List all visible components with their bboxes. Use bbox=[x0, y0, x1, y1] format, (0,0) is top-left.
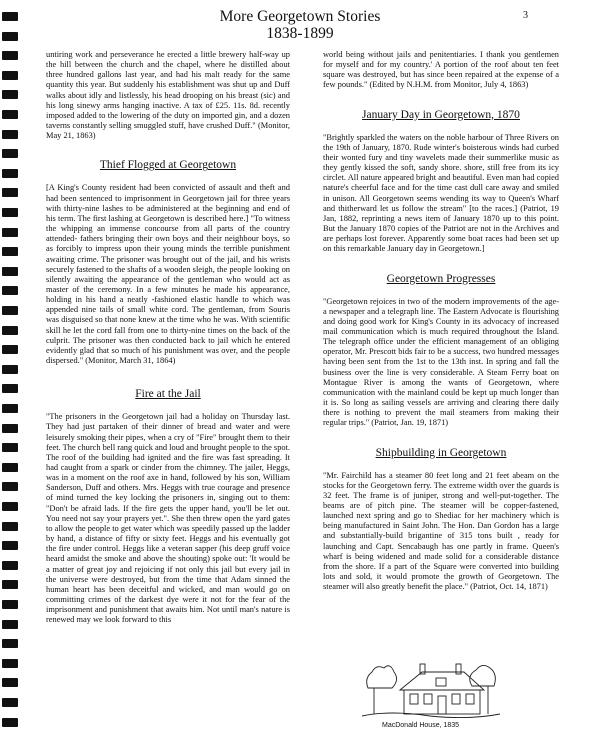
binding-coil bbox=[2, 600, 18, 609]
binding-coil bbox=[2, 502, 18, 511]
binding-coil bbox=[2, 71, 18, 80]
binding-coil bbox=[2, 365, 18, 374]
macdonald-house-illustration bbox=[360, 658, 502, 720]
binding-coil bbox=[2, 620, 18, 629]
binding-coil bbox=[2, 580, 18, 589]
article-georgetown-progresses: "Georgetown rejoices in two of the modern improvements of the age- a newspaper and a telegraph line. The Eastern Advocate is flourishing and doing good work for King's County in its advocacy of increased mail communication which is much required throughout the Island. The telegraph office under the efficient management of an obliging operator, Mr. Prescott bids fair to be a success, two hundred messages having been sent from the 1st to the 13th inst. In spring and fall the business over the line is very considerable. A Steam Ferry boat on Montague River is among the wants of Georgetown, where communication with the mainland could be kept up much longer than it is. So long as sailing vessels are arriving and clearing there daily there is nothing to prevent the mail steamers from making their regular trips." (Patriot, Jan. 19, 1871) bbox=[323, 296, 559, 428]
binding-coil bbox=[2, 51, 18, 60]
page-number: 3 bbox=[523, 10, 528, 21]
binding-coil bbox=[2, 718, 18, 727]
binding-coil bbox=[2, 698, 18, 707]
binding-coil bbox=[2, 306, 18, 315]
article-duff-continued: untiring work and perseverance he erected a little brewery half-way up the hill between the church and the chapel, where he distilled about three hundred gallons last year, and had his malt ready for the same quantity this year. But suddenly his establishment was shut up and Duff walks about idly and listlessly, his head drooping on his breast (sic) and his long sinewy arms hanging inactive. A tax of £25. 11s. 8d. recently imposed added to the lowering of the duty on imported gin, and a dozen taverns constantly selling smuggled stuff, have crushed Duff." (Monitor, May 21, 1863) bbox=[46, 50, 290, 141]
binding-coil bbox=[2, 443, 18, 452]
heading-shipbuilding: Shipbuilding in Georgetown bbox=[375, 446, 507, 459]
binding-coil bbox=[2, 247, 18, 256]
article-fire-continued: world being without jails and penitentiaries. I thank you gentlemen for myself and for my country.' A portion of the roof about ten feet square was destroyed, but has since been repaired at the expense of a few pounds." (Edited by N.H.M. from Monitor, July 4, 1863) bbox=[323, 50, 559, 90]
binding-coil bbox=[2, 90, 18, 99]
binding-coil bbox=[2, 463, 18, 472]
binding-coil bbox=[2, 169, 18, 178]
article-fire-at-jail: "The prisoners in the Georgetown jail had a holiday on Thursday last. They had just partaken of their dinner of bread and water and were leisurely smoking their pipes, when a cry of "Fire" brought them to their feet. The church bell rang quick and loud and brought people to the spot. The roof of the building had ignited and the fire was fast spreading. It had caught from a spark or cinder from the chimney. The jailer, Heggs, was in a moment on the roof axe in hand, followed by his son, William Sanderson, Duff and others. Mrs. Heggs with true courage and presence of mind turned the key locking the prisoners in, singing out to them: "Don't be afraid lads. If the fire gets the upper hand, you'll be let out. You need not say your prayers yet.". She then threw open the yard gates to allow the people to get water which was speedily passed up the ladder by hand, a distance of fifty or sixty feet. Heggs and his eventually got the fire under control. Heggs like a veteran sapper (his deep gruff voice heard amidst the smoke and above the shouting) spoke out: 'It would be a matter of great joy and rejoicing if not only this jail but every jail in the universe were destroyed, but from the time that Adam sinned the human heart has been deceitful and wicked, and man would go on committing crimes of the darkest dye were it not for the fear of the imprisonment and punishment that awaits him. Not until man's nature is renewed may we look forward to this bbox=[46, 412, 290, 625]
binding-coil bbox=[2, 522, 18, 531]
right-column bbox=[323, 50, 559, 592]
binding-coil bbox=[2, 482, 18, 491]
page-title: More Georgetown Stories bbox=[219, 8, 381, 25]
binding-coil bbox=[2, 149, 18, 158]
article-january-day: "Brightly sparkled the waters on the noble harbour of Three Rivers on the 19th of January, 1870. Rude winter's boisterous winds had curbed their wonted fury and tiny wavelets made their summerlike music as they gently kissed the soft, sandy shore. shore, still free from its icy circlet. All nature appeared bright and beautiful. Even man had copied nature's cheerful face and for the time cast dull care away and smiled in unison. All Georgetown seems wending its way to Queen's Wharf and thitherward let us follow the stream" [to the races.] (Patriot, 19 Jan, 1882, reprinting a news item of January 1870 up to this point. But the January 1870 copies of the Patriot are not in the Archives and are perhaps lost forever. Apparently some boat races had been set up on this remarkable January day in Georgetown.] bbox=[323, 132, 559, 254]
binding-coil bbox=[2, 110, 18, 119]
heading-fire-at-jail: Fire at the Jail bbox=[135, 388, 201, 401]
article-shipbuilding: "Mr. Fairchild has a steamer 80 feet long and 21 feet abeam on the stocks for the Georgetown ferry. The extreme width over the guards is 32 feet. The frame is of juniper, strong and well-put-together. The beams are of pitch pine. The steamer will be copper-fastened, launched next spring and go to Shediac for her machinery which is being manufactured in Saint John. The Hon. Dan Gordon has a large and substantially-build brigantine of 315 tons built , ready for launching and Capt. Sencabaugh has one partly in frame. Queen's wharf is being widened and made solid for a considerable distance from the shore. If a part of the Square were converted into building lots and sold, it would promote the growth of Georgetown. The steamer will also greatly benefit the place." (Patriot, Oct. 14, 1871) bbox=[323, 470, 559, 592]
page-subtitle-years: 1838-1899 bbox=[266, 25, 334, 42]
binding-coil bbox=[2, 267, 18, 276]
binding-coil bbox=[2, 424, 18, 433]
page-header bbox=[0, 8, 600, 42]
binding-coil bbox=[2, 228, 18, 237]
binding-coil bbox=[2, 659, 18, 668]
left-column bbox=[46, 50, 290, 626]
heading-thief-flogged: Thief Flogged at Georgetown bbox=[99, 159, 237, 172]
heading-january-day: January Day in Georgetown, 1870 bbox=[362, 108, 520, 121]
illustration-caption: MacDonald House, 1835 bbox=[382, 722, 460, 729]
binding-coil bbox=[2, 541, 18, 550]
binding-coil bbox=[2, 404, 18, 413]
binding-coil bbox=[2, 208, 18, 217]
binding-coil bbox=[2, 130, 18, 139]
binding-coil bbox=[2, 286, 18, 295]
binding-coil bbox=[2, 639, 18, 648]
spiral-binding bbox=[0, 0, 22, 737]
binding-coil bbox=[2, 678, 18, 687]
binding-coil bbox=[2, 326, 18, 335]
binding-coil bbox=[2, 561, 18, 570]
binding-coil bbox=[2, 188, 18, 197]
binding-coil bbox=[2, 345, 18, 354]
heading-georgetown-progresses: Georgetown Progresses bbox=[386, 272, 496, 285]
article-thief-flogged: [A King's County resident had been convicted of assault and theft and had been sentenced to imprisonment in Georgetown jail for three years with thirty-nine lashes to be administered at the beginning and end of his term. The first lashing at Georgetown is described here.] "To witness the whipping an immense concourse from all parts of the country attended- fathers bringing their own boys and their neighbour boys, so as forcibly to impress upon their young minds the terrible punishment awaiting crime. The prisoner was brought out of the jail, and his wrists securely fastened to the shafts of a wooden sleigh, the people looking on silently awaiting the appearance of the gentleman who would act as master of the ceremony. In a few minutes he made his appearance, holding in his hand a neatly -fashioned elastic handle to which was appended nine tails of small white cord. The gentleman, from Souris was disguised so that none knew at the time who he was. With scientific skill he let the cord fall from one to thirty-nine times on the back of the culprit. The prisoner was then conducted back to jail which he entered evidently glad that so much of his punishment was over, and the people dispersed." (Monitor, March 31, 1864) bbox=[46, 183, 290, 366]
binding-coil bbox=[2, 384, 18, 393]
